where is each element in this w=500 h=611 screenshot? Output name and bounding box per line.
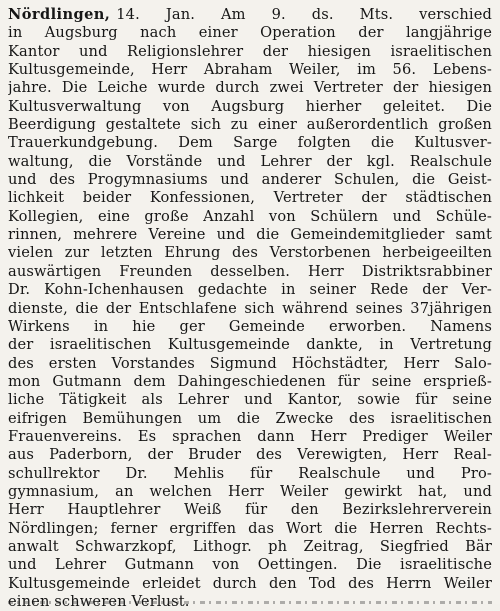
cut-off-next-line (8, 594, 492, 604)
article-line (8, 6, 492, 24)
article-line: in Augsburg nach einer Operation der langjährige (8, 24, 492, 42)
article-line: Kultusverwaltung von Augsburg hierher geleitet. Die (8, 97, 492, 115)
article-line: schullrektor Dr. Mehlis für Realschule und Pro- (8, 464, 492, 482)
article-line: anwalt Schwarzkopf, Lithogr. ph Zeitrag, Siegfried Bär (8, 537, 492, 555)
article-line: und des Progymnasiums und anderer Schulen, die Geist- (8, 171, 492, 189)
article-line: rinnen, mehrere Vereine und die Gemeindemitglieder samt (8, 226, 492, 244)
article-line: einen schweren Verlust. (8, 593, 190, 610)
article-line: Frauenvereins. Es sprachen dann Herr Prediger Weiler (8, 427, 492, 445)
article-line: Wirkens in hie ger Gemeinde erworben. Namens (8, 317, 492, 335)
article-line: eifrigen Bemühungen um die Zwecke des israelitischen (8, 409, 492, 427)
article-line: Kultusgemeinde, Herr Abraham Weiler, im 56. Lebens- (8, 61, 492, 79)
article-line: vielen zur letzten Ehrung des Verstorbenen herbeigeeilten (8, 244, 492, 262)
article-line: gymnasium, an welchen Herr Weiler gewirkt hat, und (8, 482, 492, 500)
article-line: Trauerkundgebung. Dem Sarge folgten die Kultusver- (8, 134, 492, 152)
article-line: Kollegien, eine große Anzahl von Schülern und Schüle- (8, 207, 492, 225)
article-line: Beerdigung gestaltete sich zu einer außerordentlich großen (8, 116, 492, 134)
article-line-text: 14. Jan. Am 9. ds. Mts. verschied (116, 6, 492, 23)
article-line: dienste, die der Entschlafene sich während seines 37jährigen (8, 299, 492, 317)
article-line: waltung, die Vorstände und Lehrer der kgl. Realschule (8, 152, 492, 170)
article-line: Herr Hauptlehrer Weiß für den Bezirkslehrerverein (8, 501, 492, 519)
article-line: Kultusgemeinde erleidet durch den Tod des Herrn Weiler (8, 574, 492, 592)
article-line: und Lehrer Gutmann von Oettingen. Die israelitische (8, 556, 492, 574)
article-line: liche Tätigkeit als Lehrer und Kantor, sowie für seine (8, 391, 492, 409)
article-dateline: Nördlingen, (8, 6, 111, 23)
article-line: auswärtigen Freunden desselben. Herr Distriktsrabbiner (8, 262, 492, 280)
article-line: Nördlingen; ferner ergriffen das Wort die Herren Rechts- (8, 519, 492, 537)
article-line: der israelitischen Kultusgemeinde dankte, in Vertretung (8, 336, 492, 354)
article-column (8, 6, 492, 611)
article-line: Kantor und Religionslehrer der hiesigen israelitischen (8, 42, 492, 60)
article-line: mon Gutmann dem Dahingeschiedenen für seine ersprieß- (8, 372, 492, 390)
article-line: Dr. Kohn-Ichenhausen gedachte in seiner Rede der Ver- (8, 281, 492, 299)
article-line: lichkeit beider Konfessionen, Vertreter der städtischen (8, 189, 492, 207)
article-line: aus Paderborn, der Bruder des Verewigten, Herr Real- (8, 446, 492, 464)
article-line: des ersten Vorstandes Sigmund Höchstädter, Herr Salo- (8, 354, 492, 372)
article-line: jahre. Die Leiche wurde durch zwei Vertreter der hiesigen (8, 79, 492, 97)
